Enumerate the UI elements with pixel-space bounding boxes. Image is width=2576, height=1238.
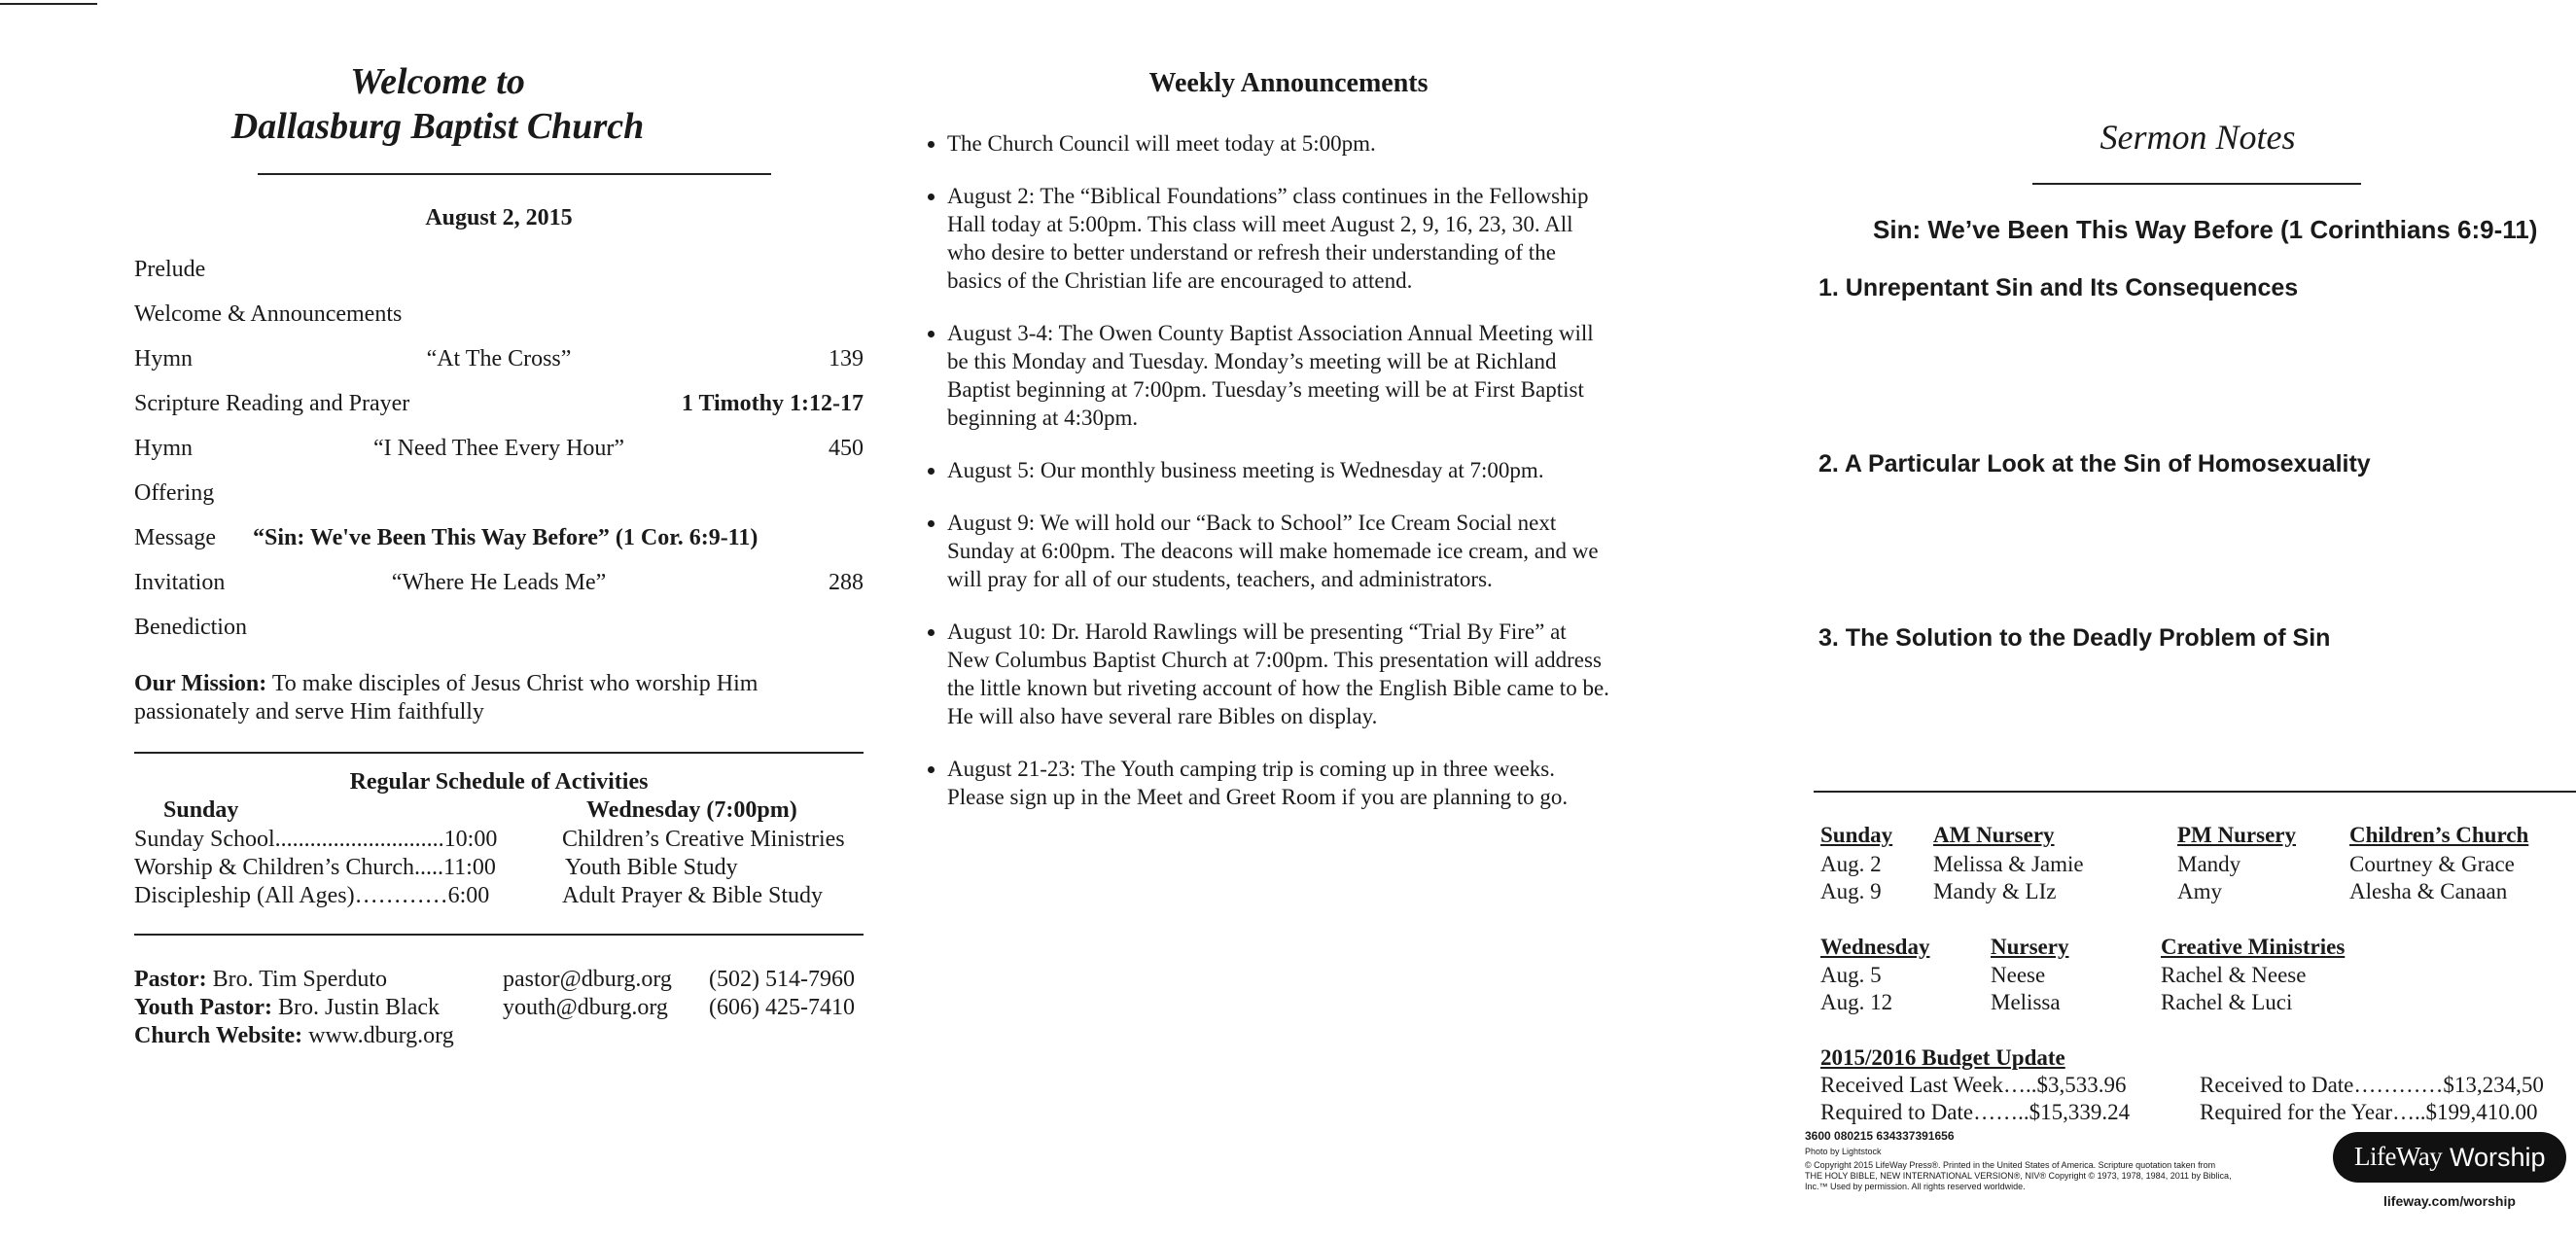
youth-phone: (606) 425-7410	[709, 995, 855, 1020]
announcement-line: will pray for all of our students, teachers, and administrators.	[947, 567, 1493, 591]
photo-credit: Photo by Lightstock	[1805, 1147, 1882, 1156]
announcement-line: beginning at 4:30pm.	[947, 406, 1139, 430]
order-item	[134, 480, 864, 513]
budget-title: 2015/2016 Budget Update	[1820, 1045, 2065, 1070]
hymn-title: “Where He Leads Me”	[391, 570, 607, 595]
table-cell: Melissa	[1991, 990, 2061, 1014]
table-cell: Rachel & Neese	[2161, 963, 2307, 987]
table-header: Children’s Church	[2349, 823, 2529, 847]
announcement-item	[947, 755, 1680, 811]
announcement-line: August 2: The “Biblical Foundations” class continues in the Fellowship	[947, 184, 1589, 208]
schedule-divider-top	[134, 752, 864, 754]
staff-phones	[709, 966, 855, 1022]
announcement-item	[947, 319, 1680, 432]
announcements-list	[922, 129, 1680, 835]
logo-lifeway-text: LifeWay	[2354, 1142, 2443, 1171]
received-to-date: Received to Date…………$13,234,50	[2200, 1073, 2544, 1097]
schedule-divider-bottom	[134, 934, 864, 936]
youth-pastor-label: Youth Pastor:	[134, 995, 272, 1020]
announcement-line: the little known but riveting account of how the English Bible came to be.	[947, 676, 1609, 700]
pastor-name: Bro. Tim Sperduto	[206, 967, 388, 992]
table-cell: Aug. 5	[1820, 963, 1882, 987]
scan-mark	[0, 3, 97, 5]
table-cell: Neese	[1991, 963, 2046, 987]
title-divider	[258, 173, 771, 175]
announcement-line: August 9: We will hold our “Back to School” Ice Cream Social next	[947, 511, 1557, 535]
table-cell: Aug. 2	[1820, 852, 1882, 876]
table-cell: Rachel & Luci	[2161, 990, 2293, 1014]
announcement-line: New Columbus Baptist Church at 7:00pm. This presentation will address	[947, 648, 1602, 672]
welcome-line-1: Welcome to	[350, 61, 525, 102]
table-header: Creative Ministries	[2161, 935, 2346, 959]
announcement-line: who desire to better understand or refresh their understanding of the	[947, 240, 1556, 265]
announcement-item	[947, 618, 1680, 730]
website-label: Church Website:	[134, 1023, 303, 1048]
order-item	[134, 615, 864, 648]
announcement-line: The Church Council will meet today at 5:00pm.	[947, 131, 1376, 156]
table-header: Sunday	[1820, 823, 1893, 847]
announcement-line: Sunday at 6:00pm. The deacons will make homemade ice cream, and we	[947, 539, 1599, 563]
announcement-item	[947, 129, 1680, 158]
hymn-number: 288	[829, 570, 864, 595]
order-item	[134, 525, 864, 558]
sermon-point-1: 1. Unrepentant Sin and Its Consequences	[1818, 274, 2299, 301]
order-label: Benediction	[134, 615, 247, 640]
sermon-title: Sin: We’ve Been This Way Before (1 Corinthians 6:9-11)	[1873, 215, 2538, 244]
order-label: Hymn	[134, 436, 193, 461]
schedule-item: Discipleship (All Ages)…………6:00	[134, 883, 490, 908]
schedule-item: Children’s Creative Ministries	[562, 827, 845, 852]
hymn-title: “At The Cross”	[426, 346, 572, 371]
announcement-line: Baptist beginning at 7:00pm. Tuesday’s meeting will be at First Baptist	[947, 377, 1584, 402]
copyright-line-2: THE HOLY BIBLE, NEW INTERNATIONAL VERSION®, NIV® Copyright © 1973, 1978, 1984, 2011 by Biblica,	[1805, 1171, 2232, 1181]
youth-pastor-name: Bro. Justin Black	[272, 995, 440, 1020]
copyright-line-1: © Copyright 2015 LifeWay Press®. Printed in the United States of America. Scripture quotation taken from	[1805, 1160, 2216, 1170]
announcement-item	[947, 509, 1680, 593]
announcement-line: August 5: Our monthly business meeting is Wednesday at 7:00pm.	[947, 458, 1544, 482]
lifeway-url: lifeway.com/worship	[2383, 1193, 2516, 1209]
announcement-line: basics of the Christian life are encouraged to attend.	[947, 268, 1413, 293]
nursery-divider	[1814, 791, 2576, 793]
order-item	[134, 257, 864, 290]
schedule-item: Worship & Children’s Church.....11:00	[134, 855, 496, 880]
received-last-week: Received Last Week…..$3,533.96	[1820, 1073, 2127, 1097]
scripture-reference: 1 Timothy 1:12-17	[681, 391, 864, 416]
order-label: Invitation	[134, 570, 226, 595]
table-cell: Mandy	[2177, 852, 2241, 876]
schedule-item: Sunday School.............................10:00	[134, 827, 498, 852]
order-label: Welcome & Announcements	[134, 301, 403, 327]
mission-statement	[134, 670, 758, 726]
sunday-schedule-list	[134, 826, 497, 910]
barcode-number: 3600 080215 634337391656	[1805, 1129, 1955, 1143]
announcement-line: August 3-4: The Owen County Baptist Association Annual Meeting will	[947, 321, 1594, 345]
hymn-number: 139	[829, 346, 864, 371]
copyright-line-3: Inc.™ Used by permission. All rights reserved worldwide.	[1805, 1182, 2026, 1191]
announcement-item	[947, 456, 1680, 484]
announcement-line: be this Monday and Tuesday. Monday’s meeting will be at Richland	[947, 349, 1557, 373]
order-item	[134, 570, 864, 603]
mission-label: Our Mission:	[134, 671, 267, 696]
church-website: www.dburg.org	[302, 1023, 454, 1048]
pastor-phone: (502) 514-7960	[709, 967, 855, 992]
pastor-email: pastor@dburg.org	[503, 967, 672, 992]
church-name: Dallasburg Baptist Church	[230, 106, 645, 147]
table-cell: Aug. 9	[1820, 879, 1882, 903]
schedule-item: Adult Prayer & Bible Study	[562, 883, 823, 908]
schedule-sunday-header: Sunday	[163, 797, 239, 823]
hymn-number: 450	[829, 436, 864, 461]
sermon-heading-divider	[2032, 183, 2361, 185]
table-header: Nursery	[1991, 935, 2069, 959]
table-cell: Aug. 12	[1820, 990, 1893, 1014]
order-item	[134, 391, 864, 424]
required-for-year: Required for the Year…..$199,410.00	[2200, 1100, 2538, 1124]
mission-text-2: passionately and serve Him faithfully	[134, 699, 484, 725]
order-label: Message	[134, 525, 216, 550]
announcement-line: August 10: Dr. Harold Rawlings will be presenting “Trial By Fire” at	[947, 619, 1567, 644]
message-title: “Sin: We've Been This Way Before” (1 Cor. 6:9-11)	[253, 525, 759, 550]
table-cell: Courtney & Grace	[2349, 852, 2515, 876]
order-label: Offering	[134, 480, 215, 506]
order-label: Scripture Reading and Prayer	[134, 391, 410, 416]
announcements-title: Weekly Announcements	[1148, 68, 1429, 98]
table-cell: Alesha & Canaan	[2349, 879, 2508, 903]
wednesday-schedule-list	[562, 826, 845, 910]
order-item	[134, 301, 864, 335]
table-header: AM Nursery	[1933, 823, 2055, 847]
announcement-line: August 21-23: The Youth camping trip is coming up in three weeks.	[947, 757, 1555, 781]
order-label: Hymn	[134, 346, 193, 371]
table-cell: Mandy & LIz	[1933, 879, 2057, 903]
announcement-item	[947, 182, 1680, 295]
table-cell: Amy	[2177, 879, 2222, 903]
table-cell: Melissa & Jamie	[1933, 852, 2084, 876]
sermon-point-3: 3. The Solution to the Deadly Problem of Sin	[1818, 624, 2331, 652]
pastor-label: Pastor:	[134, 967, 207, 992]
service-date: August 2, 2015	[425, 205, 573, 230]
order-item	[134, 436, 864, 469]
youth-email: youth@dburg.org	[503, 995, 668, 1020]
order-item	[134, 346, 864, 379]
lifeway-worship-logo	[2333, 1132, 2566, 1183]
mission-text-1: To make disciples of Jesus Christ who worship Him	[266, 671, 759, 696]
hymn-title: “I Need Thee Every Hour”	[372, 436, 625, 461]
schedule-wednesday-header: Wednesday (7:00pm)	[586, 797, 797, 823]
schedule-item: Youth Bible Study	[565, 855, 738, 880]
staff-emails	[503, 966, 672, 1022]
table-header: PM Nursery	[2177, 823, 2296, 847]
order-label: Prelude	[134, 257, 206, 282]
sermon-notes-heading: Sermon Notes	[2100, 118, 2296, 157]
announcement-line: Hall today at 5:00pm. This class will meet August 2, 9, 16, 23, 30. All	[947, 212, 1573, 236]
announcement-line: He will also have several rare Bibles on display.	[947, 704, 1378, 728]
staff-names	[134, 966, 454, 1050]
schedule-title: Regular Schedule of Activities	[349, 769, 649, 795]
announcement-line: Please sign up in the Meet and Greet Room if you are planning to go.	[947, 785, 1569, 809]
logo-worship-text: Worship	[2450, 1143, 2546, 1172]
required-to-date: Required to Date……..$15,339.24	[1820, 1100, 2131, 1124]
table-header: Wednesday	[1820, 935, 1930, 959]
sermon-point-2: 2. A Particular Look at the Sin of Homosexuality	[1818, 450, 2371, 478]
